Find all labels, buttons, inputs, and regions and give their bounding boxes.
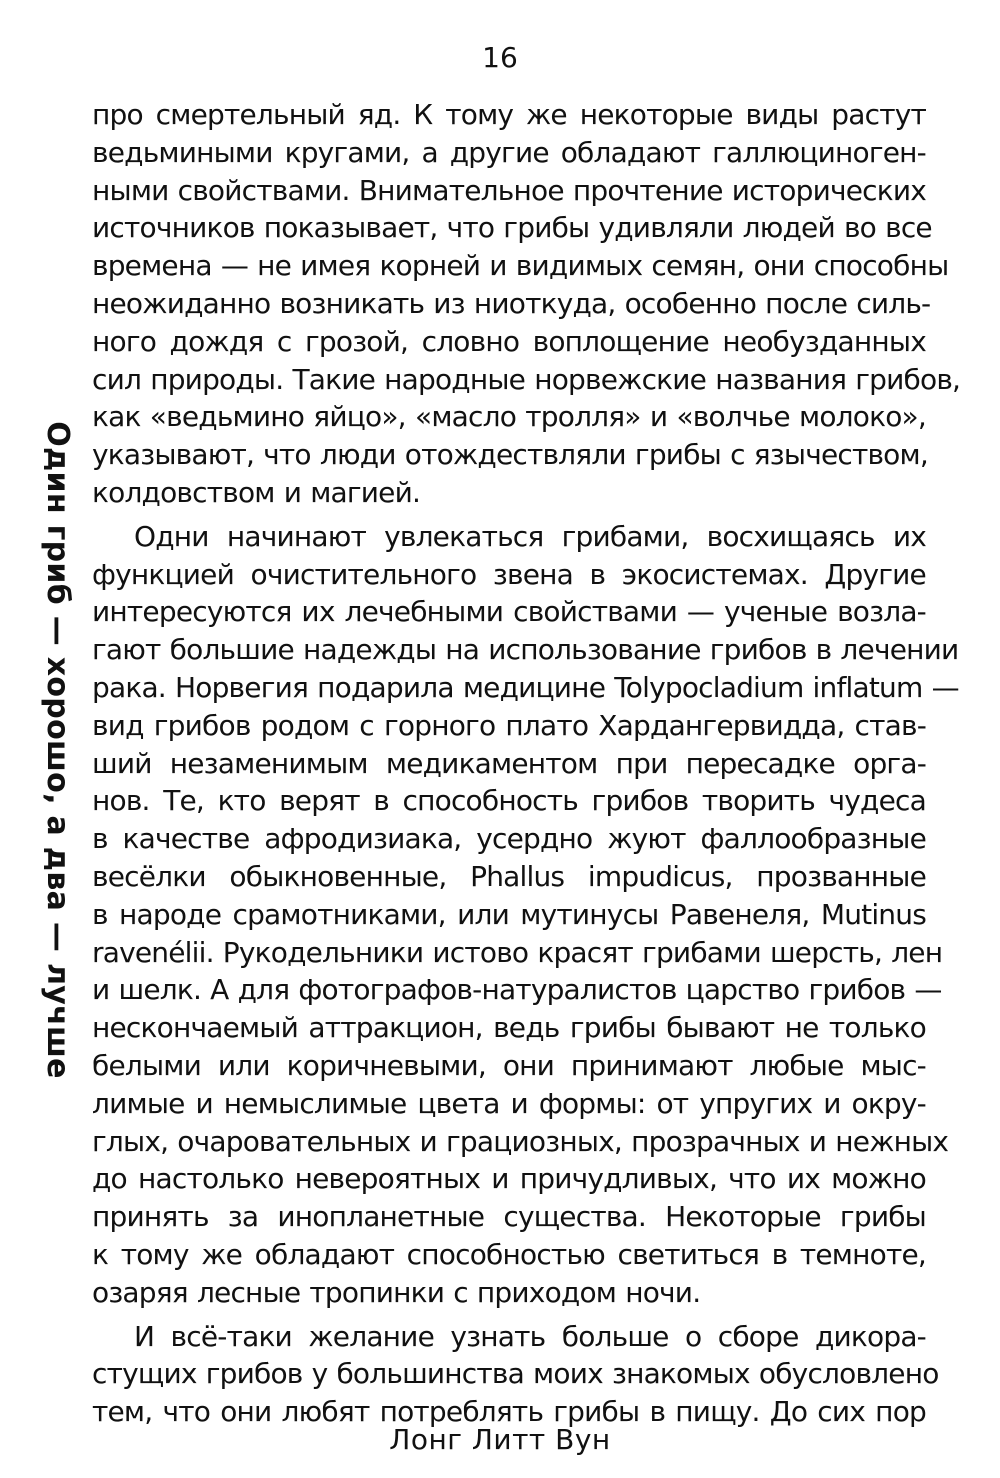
text-line: и шелк. А для фотографов-натуралистов царство грибов — [92, 973, 942, 1007]
paragraph [92, 518, 959, 1312]
text-line: белыми или коричневыми, они принимают любые мыс- [92, 1048, 926, 1082]
text-line: нескончаемый аттракцион, ведь грибы бывают не только [92, 1011, 926, 1045]
text-line: рака. Норвегия подарила медицине Tolypocladium inflatum — [92, 670, 959, 704]
text-line: Одни начинают увлекаться грибами, восхищаясь их [134, 519, 926, 553]
text-line: про смертельный яд. К тому же некоторые виды растут [92, 98, 926, 131]
text-line: ravenélii. Рукодельники истово красят грибами шерсть, лен [92, 935, 943, 969]
page-number: 16 [482, 41, 518, 74]
text-line: до настолько невероятных и причудливых, что их можно [92, 1162, 926, 1196]
text-line: ного дождя с грозой, словно воплощение необузданных [92, 324, 926, 358]
text-line: ведьмиными кругами, а другие обладают галлюциноген- [92, 135, 926, 169]
author-name: Лонг Литт Вун [389, 1423, 611, 1456]
text-line: стущих грибов у большинства моих знакомых обусловлено [92, 1357, 939, 1391]
text-line: И всё-таки желание узнать больше о сборе дикора- [134, 1319, 926, 1353]
body-text [92, 96, 961, 1429]
text-line: сил природы. Такие народные норвежские названия грибов, [92, 362, 961, 396]
text-line: вид грибов родом с горного плато Хардангервидда, став- [92, 708, 926, 742]
text-line: ными свойствами. Внимательное прочтение исторических [92, 173, 927, 207]
text-line: в народе срамотниками, или мутинусы Равенеля, Mutinus [92, 897, 926, 931]
text-line: озаряя лесные тропинки с приходом ночи. [92, 1275, 701, 1309]
text-line: принять за инопланетные существа. Некоторые грибы [92, 1200, 926, 1234]
text-line: интересуются их лечебными свойствами — ученые возла- [92, 595, 926, 629]
text-line: как «ведьмино яйцо», «масло тролля» и «волчье молоко», [92, 400, 926, 434]
text-line: указывают, что люди отождествляли грибы с язычеством, [92, 438, 928, 472]
text-line: времена — не имея корней и видимых семян, они способны [92, 249, 949, 283]
text-line: лимые и немыслимые цвета и формы: от упругих и окру- [92, 1086, 926, 1120]
text-line: глых, очаровательных и грациозных, прозрачных и нежных [92, 1124, 949, 1158]
text-line: тем, что они любят потреблять грибы в пищу. До сих пор [92, 1395, 926, 1429]
text-line: неожиданно возникать из ниоткуда, особенно после силь- [92, 286, 931, 320]
text-line: функцией очистительного звена в экосистемах. Другие [92, 557, 926, 591]
text-line: весёлки обыкновенные, Phallus impudicus, прозванные [92, 859, 926, 893]
text-line: колдовством и магией. [92, 475, 421, 509]
paragraph [92, 96, 961, 512]
text-line: источников показывает, что грибы удивляли людей во все [92, 211, 932, 245]
text-line: гают большие надежды на использование грибов в лечении [92, 633, 959, 667]
text-line: нов. Те, кто верят в способность грибов творить чудеса [92, 784, 926, 818]
text-line: к тому же обладают способностью светиться в темноте, [92, 1237, 926, 1271]
text-line: в качестве афродизиака, усердно жуют фаллообразные [92, 822, 926, 856]
paragraph [92, 1318, 939, 1431]
text-line: ший незаменимым медикаментом при пересадке орга- [92, 746, 926, 780]
running-head-title: Один гриб — хорошо, а два — лучше [40, 421, 75, 1079]
